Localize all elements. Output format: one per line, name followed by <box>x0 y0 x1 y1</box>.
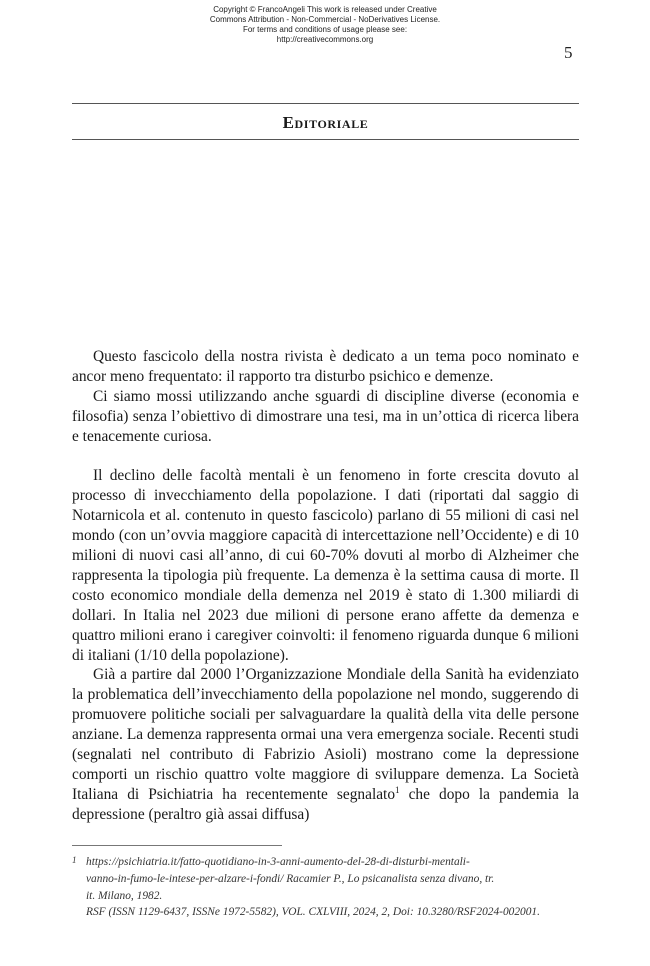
paragraph: Ci siamo mossi utilizzando anche sguardi di discipline diverse (economia e filosofia) senza l’obiettivo di dimostrare una tesi, ma in un’ottica di ricerca libera e tenacemente curiosa. <box>72 387 579 445</box>
footnote-marker: 1 <box>72 855 77 865</box>
title-bottom-rule <box>72 139 579 140</box>
copyright-link[interactable]: http://creativecommons.org <box>276 35 374 44</box>
paragraph-text: Già a partire dal 2000 l’Organizzazione Mondiale della Sanità ha evidenziato la problematica dell’invecchiamento della popolazione nel mondo, suggerendo di promuovere politiche sociali per salvaguardare la qualità della vita delle persone anziane. La demenza rappresenta ormai una vera emergenza sociale. Recenti studi (segnalati nel contributo di Fabrizio Asioli) mostrano come la depressione comporti un rischio quattro volte maggiore di sviluppare demenza. La Società Italiana di Psichiatria ha recentemente segnalato <box>72 666 579 803</box>
copyright-notice <box>0 5 650 45</box>
footnote-line: it. Milano, 1982. <box>86 890 163 902</box>
copyright-line: For terms and conditions of usage please see: <box>242 25 408 34</box>
page-number: 5 <box>564 43 573 62</box>
footnote-reference[interactable]: 1 <box>395 784 400 795</box>
paragraph: Il declino delle facoltà mentali è un fenomeno in forte crescita dovuto al processo di invecchiamento della popolazione. I dati (riportati dal saggio di Notarnicola et al. contenuto in questo fascicolo) parlano di 55 milioni di casi nel mondo (con un’ovvia maggiore capacità di intercettazione nell’Occidente) e di 10 milioni di nuovi casi all’anno, di cui 60-70% dovuti al morbo di Alzheimer che rappresenta la tipologia più frequente. La demenza è la settima causa di morte. Il costo economico mondiale della demenza nel 2019 è stato di 1.300 miliardi di dollari. In Italia nel 2023 due milioni di persone erano affette da demenza e quattro milioni erano i caregiver coinvolti: il fenomeno riguarda dunque 6 milioni di italiani (1/10 della popolazione). <box>72 467 579 664</box>
footnote-line: vanno-in-fumo-le-intese-per-alzare-i-fondi/ Racamier P., Lo psicanalista senza divano, tr. <box>86 873 495 885</box>
footnote-divider <box>72 845 282 846</box>
section-title: Editoriale <box>282 113 369 132</box>
editorial-body <box>72 347 579 825</box>
copyright-line: Commons Attribution - Non-Commercial - NoDerivatives License. <box>209 15 441 24</box>
journal-citation: RSF (ISSN 1129-6437, ISSNe 1972-5582), VOL. CXLVIII, 2024, 2, Doi: 10.3280/RSF2024-002001. <box>86 906 540 918</box>
paragraph-text: che dopo la pandemia la depressione (peraltro già assai diffusa) <box>72 785 579 823</box>
footnote <box>72 854 579 905</box>
footnote-url-line[interactable]: https://psichiatria.it/fatto-quotidiano-in-3-anni-aumento-del-28-di-disturbi-mentali- <box>86 856 470 868</box>
copyright-line: Copyright © FrancoAngeli This work is released under Creative <box>213 5 437 14</box>
paragraph: Questo fascicolo della nostra rivista è dedicato a un tema poco nominato e ancor meno frequentato: il rapporto tra disturbo psichico e demenze. <box>72 348 579 385</box>
paragraph <box>72 665 579 824</box>
title-top-rule <box>72 103 579 104</box>
